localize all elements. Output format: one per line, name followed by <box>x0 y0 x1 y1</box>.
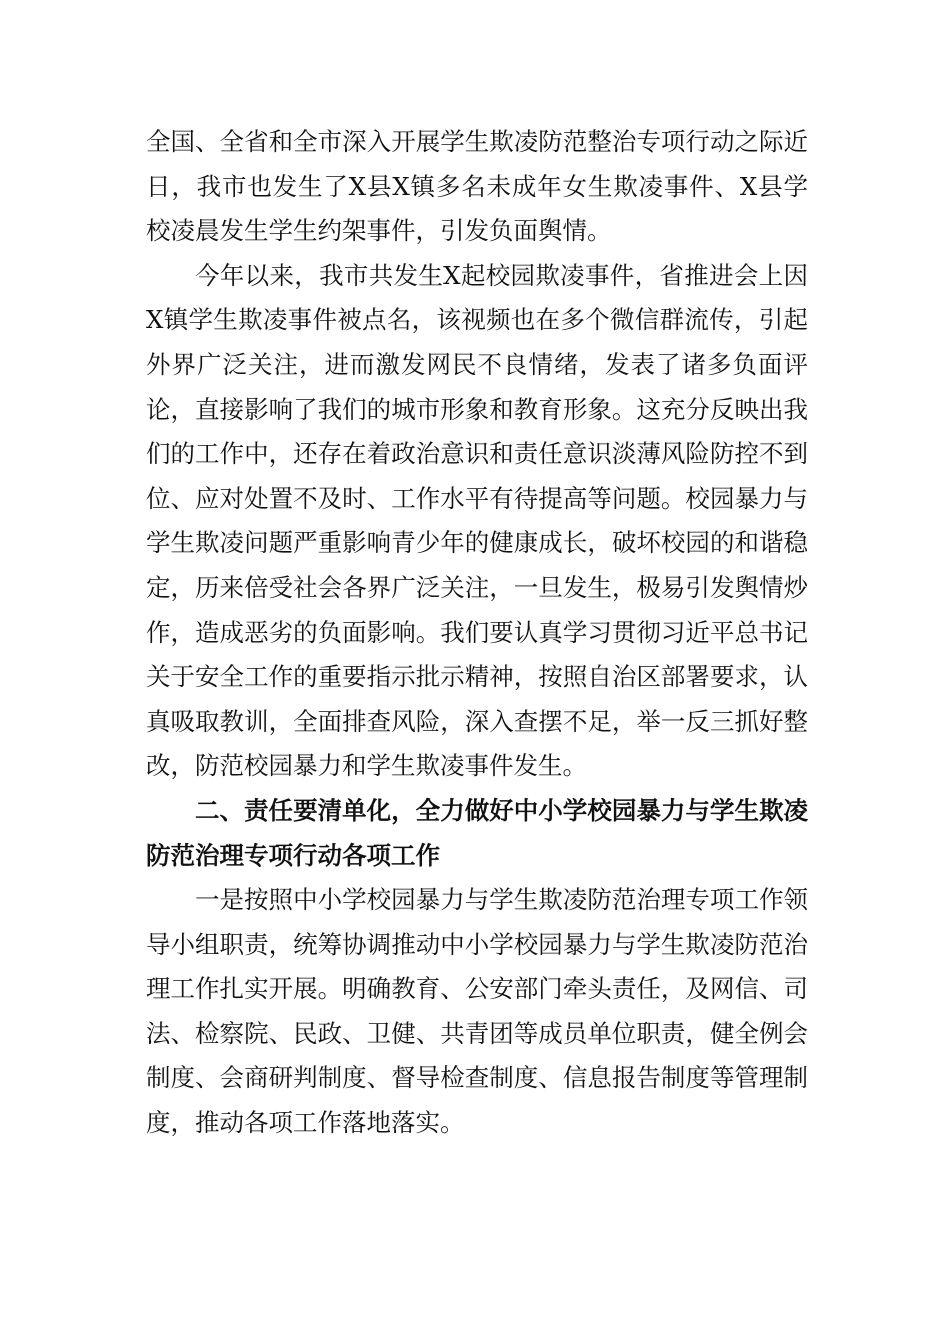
paragraph-continuation: 全国、全省和全市深入开展学生欺凌防范整治专项行动之际近日，我市也发生了X县X镇多名未成年女生欺凌事件、X县学校凌晨发生学生约架事件，引发负面舆情。 <box>146 127 808 246</box>
section-heading: 二、责任要清单化，全力做好中小学校园暴力与学生欺凌防范治理专项行动各项工作 <box>146 795 808 870</box>
paragraph-responsibilities: 一是按照中小学校园暴力与学生欺凌防范治理专项工作领导小组职责，统筹协调推动中小学校园暴力与学生欺凌防范治理工作扎实开展。明确教育、公安部门牵头责任，及网信、司法、检察院、民政、卫健、共青团等成员单位职责，健全例会制度、会商研判制度、督导检查制度、信息报告制度等管理制度，推动各项工作落地落实。 <box>146 885 808 1138</box>
paragraph-incidents: 今年以来，我市共发生X起校园欺凌事件，省推进会上因X镇学生欺凌事件被点名，该视频也在多个微信群流传，引起外界广泛关注，进而激发网民不良情绪，发表了诸多负面评论，直接影响了我们的城市形象和教育形象。这充分反映出我们的工作中，还存在着政治意识和责任意识淡薄风险防控不到位、应对处置不及时、工作水平有待提高等问题。校园暴力与学生欺凌问题严重影响青少年的健康成长，破坏校园的和谐稳定，历来倍受社会各界广泛关注，一旦发生，极易引发舆情炒作，造成恶劣的负面影响。我们要认真学习贯彻习近平总书记关于安全工作的重要指示批示精神，按照自治区部署要求，认真吸取教训，全面排查风险，深入查摆不足，举一反三抓好整改，防范校园暴力和学生欺凌事件发生。 <box>146 260 808 781</box>
document-page <box>146 120 808 1146</box>
